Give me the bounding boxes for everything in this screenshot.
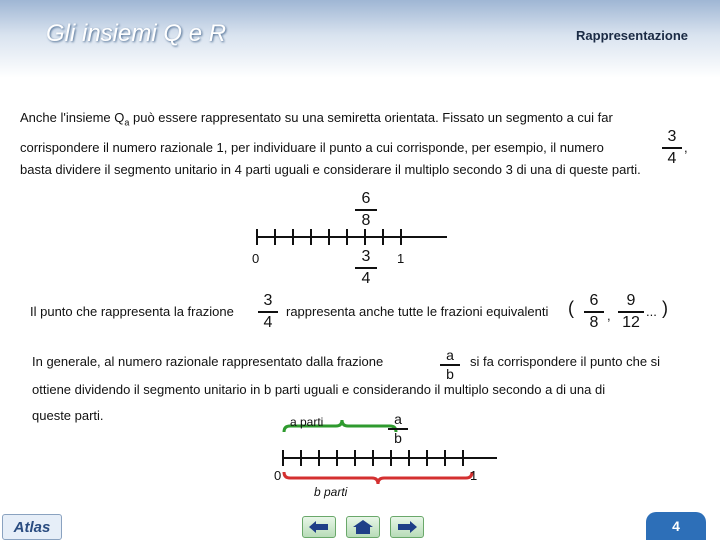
equiv-open-paren: ( bbox=[568, 298, 574, 318]
equiv-close-paren: ) bbox=[662, 298, 668, 318]
intro-comma: , bbox=[684, 140, 688, 155]
home-button[interactable] bbox=[346, 516, 380, 538]
equiv-fraction-2: 9 12 bbox=[618, 292, 644, 332]
equiv-ellipsis: ... bbox=[646, 304, 657, 319]
arrow-right-icon bbox=[396, 520, 418, 534]
general-fraction: a b bbox=[440, 348, 460, 382]
b-parts-brace bbox=[284, 472, 472, 484]
line1-one-label: 1 bbox=[397, 251, 405, 266]
prev-button[interactable] bbox=[302, 516, 336, 538]
equiv-text-a: Il punto che rappresenta la frazione bbox=[30, 304, 234, 319]
intro-line-3: basta dividere il segmento unitario in 4 parti uguali e considerare il multiplo secondo 3 di una di queste parti. bbox=[20, 162, 641, 177]
equiv-text-b: rappresenta anche tutte le frazioni equivalenti bbox=[286, 304, 549, 319]
page-number: 4 bbox=[646, 512, 706, 540]
general-line-1b: si fa corrispondere il punto che si bbox=[470, 354, 661, 369]
general-line-2: ottiene dividendo il segmento unitario in b parti uguali e considerando il multiplo secondo a di una di bbox=[32, 382, 606, 397]
equiv-fraction: 3 4 bbox=[258, 292, 278, 332]
intro-fraction: 3 4 bbox=[662, 128, 682, 168]
page-title: Gli insiemi Q e R bbox=[46, 20, 227, 47]
arrow-left-icon bbox=[308, 520, 330, 534]
general-line-1a: In generale, al numero razionale rappresentato dalla frazione bbox=[32, 354, 384, 369]
equiv-fraction-1: 6 8 bbox=[584, 292, 604, 332]
intro-line-2: corrispondere il numero razionale 1, per individuare il punto a cui corrisponde, per esempio, il numero bbox=[20, 140, 604, 155]
line1-top-fraction: 6 8 bbox=[355, 190, 377, 230]
equiv-comma: , bbox=[607, 308, 611, 323]
line2-zero-label: 0 bbox=[274, 468, 282, 483]
section-label: Rappresentazione bbox=[576, 28, 688, 43]
number-line-1 bbox=[257, 229, 447, 245]
line1-bottom-fraction: 3 4 bbox=[355, 248, 377, 288]
next-button[interactable] bbox=[390, 516, 424, 538]
atlas-logo: Atlas bbox=[2, 514, 62, 540]
general-line-3: queste parti. bbox=[32, 408, 104, 423]
line1-zero-label: 0 bbox=[252, 251, 260, 266]
line2-one-label: 1 bbox=[470, 468, 478, 483]
intro-line-1: Anche l'insieme $Q_a$ può essere rappresentato su una semiretta orientata. Fissato un segmento a cui far bbox=[20, 110, 613, 128]
b-parts-label: b parti bbox=[314, 485, 348, 499]
line2-fraction: a b bbox=[388, 412, 408, 446]
number-line-2 bbox=[283, 450, 497, 466]
home-icon bbox=[352, 519, 374, 535]
a-parts-label: a parti bbox=[290, 415, 324, 429]
